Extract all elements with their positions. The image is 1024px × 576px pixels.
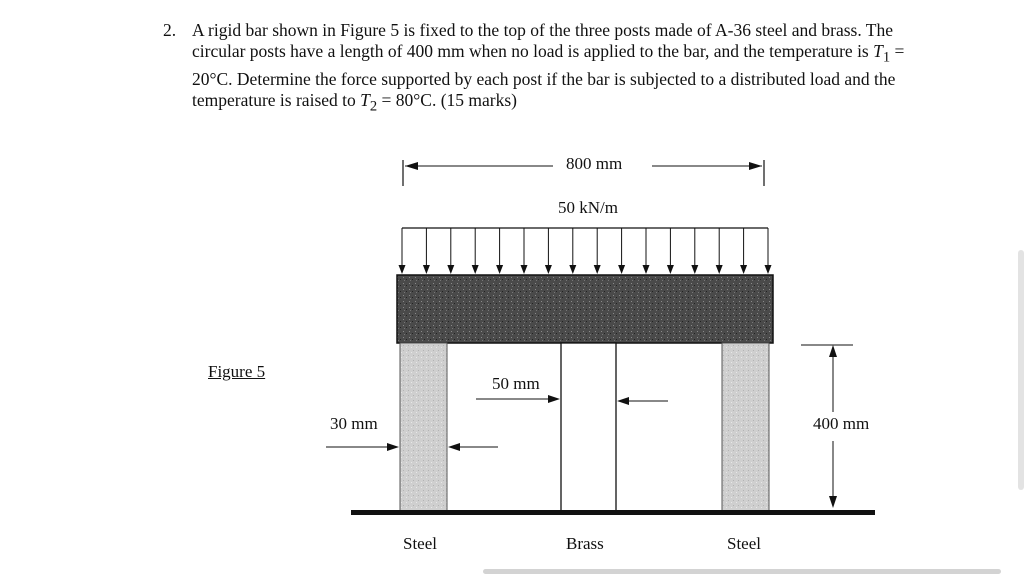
problem-text-part-2: = 20°C. Determine the force supported by each post if the bar is subjected to a distributed load and the temperature is raised to	[192, 41, 905, 110]
load-arrow	[521, 228, 528, 274]
load-arrow	[545, 228, 552, 274]
t2-subscript: 2	[369, 98, 378, 114]
load-arrow	[740, 228, 747, 274]
distributed-load-arrows	[399, 228, 772, 274]
load-arrow	[472, 228, 479, 274]
horizontal-scrollbar[interactable]	[483, 569, 1001, 574]
post-label-brass: Brass	[566, 534, 604, 553]
load-arrow	[447, 228, 454, 274]
problem-number: 2.	[163, 20, 177, 40]
brass-diameter-label: 50 mm	[492, 374, 540, 393]
load-arrow	[423, 228, 430, 274]
vertical-scrollbar[interactable]	[1018, 250, 1024, 490]
problem-text-part-1: A rigid bar shown in Figure 5 is fixed to the top of the three posts made of A-36 steel and brass. The circular posts have a length of 400 mm when no load is applied to the bar, and the temperature is	[192, 20, 894, 61]
load-label: 50 kN/m	[558, 198, 618, 217]
brass-post	[561, 343, 616, 513]
load-arrow	[667, 228, 674, 274]
load-arrow	[594, 228, 601, 274]
t2-symbol: T	[360, 89, 370, 110]
load-arrow	[399, 228, 406, 274]
post-label-steel-left: Steel	[403, 534, 437, 553]
steel-diameter-label: 30 mm	[330, 414, 378, 433]
ground-line	[351, 510, 875, 515]
load-arrow	[691, 228, 698, 274]
steel-post-right	[722, 343, 769, 513]
post-length-label: 400 mm	[813, 414, 870, 433]
load-arrow	[618, 228, 625, 274]
figure-caption: Figure 5	[208, 362, 266, 381]
t1-symbol: T	[873, 41, 883, 61]
span-label: 800 mm	[566, 154, 623, 173]
t1-subscript: 1	[882, 49, 891, 66]
load-arrow	[496, 228, 503, 274]
post-label-steel-right: Steel	[727, 534, 761, 553]
load-arrow	[569, 228, 576, 274]
steel-post-left	[400, 343, 447, 513]
rigid-bar	[397, 275, 773, 343]
problem-text-part-3: = 80°C. (15 marks)	[377, 89, 518, 110]
load-arrow	[643, 228, 650, 274]
load-arrow	[765, 228, 772, 274]
load-arrow	[716, 228, 723, 274]
